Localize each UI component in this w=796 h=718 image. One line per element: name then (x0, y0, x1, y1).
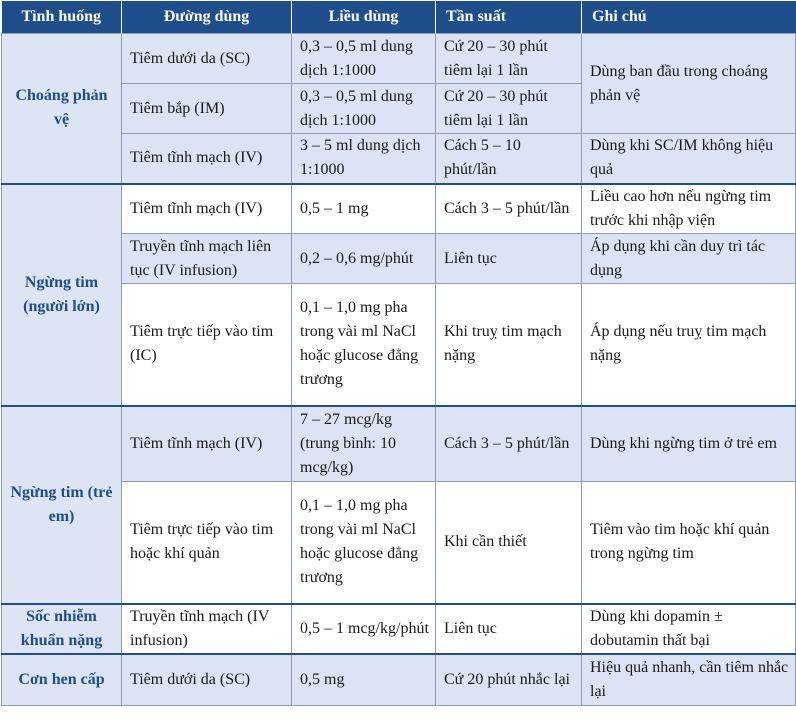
note-cell: Hiệu quả nhanh, cần tiêm nhắc lại (582, 654, 796, 706)
table-row (2, 284, 796, 406)
route-cell: Tiêm bắp (IM) (122, 84, 292, 134)
route-cell: Tiêm tĩnh mạch (IV) (122, 134, 292, 184)
situation-cell: Choáng phản vệ (2, 34, 122, 184)
header-route: Đường dùng (122, 1, 292, 34)
dose-cell: 0,3 – 0,5 ml dung dịch 1:1000 (292, 34, 436, 84)
note-cell: Áp dụng khi cần duy trì tác dụng (582, 234, 796, 284)
frequency-cell: Cách 3 – 5 phút/lần (436, 406, 582, 482)
note-cell: Tiêm vào tim hoặc khí quản trong ngừng tim (582, 482, 796, 604)
table-row (2, 604, 796, 654)
situation-cell: Ngừng tim (người lớn) (2, 184, 122, 406)
frequency-cell: Cách 3 – 5 phút/lần (436, 184, 582, 234)
header-note: Ghi chú (582, 1, 796, 34)
dose-cell: 0,1 – 1,0 mg pha trong vài ml NaCl hoặc glucose đẳng trương (292, 482, 436, 604)
route-cell: Truyền tĩnh mạch liên tục (IV infusion) (122, 234, 292, 284)
dosage-table (1, 1, 796, 706)
frequency-cell: Cứ 20 – 30 phút tiêm lại 1 lần (436, 34, 582, 84)
frequency-cell: Liên tục (436, 604, 582, 654)
dose-cell: 0,5 – 1 mg (292, 184, 436, 234)
header-situation: Tình huống (2, 1, 122, 34)
dose-cell: 0,1 – 1,0 mg pha trong vài ml NaCl hoặc glucose đẳng trương (292, 284, 436, 406)
dose-cell: 3 – 5 ml dung dịch 1:1000 (292, 134, 436, 184)
route-cell: Truyền tĩnh mạch (IV infusion) (122, 604, 292, 654)
table-row (2, 184, 796, 234)
note-cell: Dùng khi dopamin ± dobutamin thất bại (582, 604, 796, 654)
dose-cell: 0,3 – 0,5 ml dung dịch 1:1000 (292, 84, 436, 134)
route-cell: Tiêm trực tiếp vào tim hoặc khí quản (122, 482, 292, 604)
dose-cell: 0,5 mg (292, 654, 436, 706)
route-cell: Tiêm tĩnh mạch (IV) (122, 184, 292, 234)
dose-cell: 0,5 – 1 mcg/kg/phút (292, 604, 436, 654)
table-row (2, 406, 796, 482)
table-row (2, 654, 796, 706)
route-cell: Tiêm dưới da (SC) (122, 654, 292, 706)
table-row (2, 482, 796, 604)
note-cell: Dùng khi SC/IM không hiệu quả (582, 134, 796, 184)
header-row (2, 1, 796, 34)
situation-cell: Ngừng tim (trẻ em) (2, 406, 122, 604)
table-row (2, 234, 796, 284)
frequency-cell: Khi cần thiết (436, 482, 582, 604)
route-cell: Tiêm trực tiếp vào tim (IC) (122, 284, 292, 406)
situation-cell: Cơn hen cấp (2, 654, 122, 706)
note-cell: Liều cao hơn nếu ngừng tim trước khi nhập viện (582, 184, 796, 234)
note-cell: Dùng ban đầu trong choáng phản vệ (582, 34, 796, 134)
frequency-cell: Cứ 20 – 30 phút tiêm lại 1 lần (436, 84, 582, 134)
dose-cell: 0,2 – 0,6 mg/phút (292, 234, 436, 284)
situation-cell: Sốc nhiễm khuẩn nặng (2, 604, 122, 654)
route-cell: Tiêm dưới da (SC) (122, 34, 292, 84)
frequency-cell: Cứ 20 phút nhắc lại (436, 654, 582, 706)
header-dose: Liều dùng (292, 1, 436, 34)
frequency-cell: Cách 5 – 10 phút/lần (436, 134, 582, 184)
header-frequency: Tần suất (436, 1, 582, 34)
table-row (2, 34, 796, 84)
dose-cell: 7 – 27 mcg/kg (trung bình: 10 mcg/kg) (292, 406, 436, 482)
frequency-cell: Khi truỵ tim mạch nặng (436, 284, 582, 406)
table-row (2, 134, 796, 184)
note-cell: Áp dụng nếu truỵ tim mạch nặng (582, 284, 796, 406)
note-cell: Dùng khi ngừng tim ở trẻ em (582, 406, 796, 482)
route-cell: Tiêm tĩnh mạch (IV) (122, 406, 292, 482)
frequency-cell: Liên tục (436, 234, 582, 284)
